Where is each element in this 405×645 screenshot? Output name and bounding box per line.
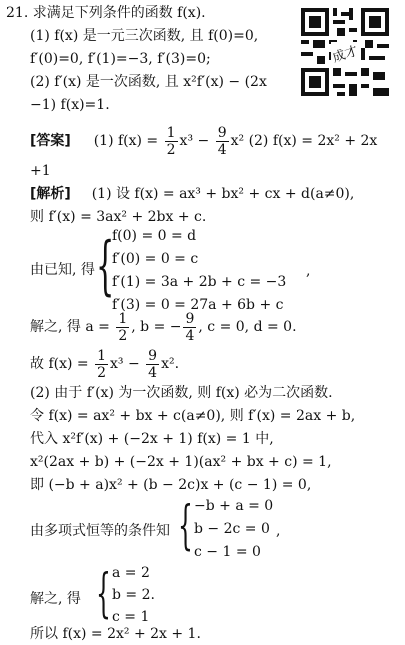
answer-text-2: x³ −	[179, 133, 214, 149]
analysis-line-1	[30, 185, 354, 203]
hence-frac-2-num: 9	[148, 347, 158, 364]
hence-frac-2	[146, 348, 159, 381]
part2-line-5: 即 (−b + a)x² + (b − 2c)x + (c − 1) = 0,	[30, 477, 312, 493]
hence-frac-1	[95, 348, 108, 381]
system-2-tail: ,	[276, 523, 281, 539]
analysis-line-2: 则 f′(x) = 3ax² + 2bx + c.	[30, 209, 207, 225]
system-1-tail: ,	[306, 263, 311, 279]
answer-continuation: +1	[30, 163, 51, 179]
poly-label: 由多项式恒等的条件知	[30, 523, 170, 539]
part2-line-4: x²(2ax + b) + (−2x + 1)(ax² + bx + c) = 1,	[30, 454, 332, 470]
system-1-brace: {	[96, 229, 115, 303]
solve2-label: 解之, 得	[30, 591, 81, 607]
hence-text-2: x².	[161, 356, 180, 372]
system-1-eq-2: f′(0) = 0 = c	[112, 251, 199, 267]
answer-text: (1) f(x) =	[93, 133, 163, 149]
answer-tag: [答案]	[30, 133, 71, 149]
system-3-brace: {	[96, 564, 111, 624]
solve-frac-a-den: 2	[118, 327, 128, 344]
analysis-tag: [解析]	[30, 186, 71, 202]
qr-code	[297, 4, 393, 100]
hence-text-1: x³ −	[110, 356, 145, 372]
solve-frac-b	[183, 311, 196, 344]
system-1-eq-4: f′(3) = 0 = 27a + 6b + c	[112, 297, 284, 313]
hence-label: 故 f(x) =	[30, 356, 94, 372]
answer-frac-2-den: 4	[217, 141, 227, 158]
analysis-text-1: (1) 设 f(x) = ax³ + bx² + cx + d(a≠0),	[91, 186, 355, 202]
system-2-eq-3: c − 1 = 0	[194, 544, 261, 560]
answer-frac-2-num: 9	[217, 124, 227, 141]
answer-frac-1-den: 2	[166, 141, 176, 158]
problem-line-3: f′(0)=0, f′(1)=−3, f′(3)=0;	[30, 51, 211, 67]
system-2-eq-1: −b + a = 0	[194, 498, 274, 514]
solve-b-pre: , b = −	[131, 319, 182, 335]
hence-frac-1-den: 2	[97, 364, 107, 381]
solve-frac-b-num: 9	[185, 310, 195, 327]
problem-line-2: (1) f(x) 是一元三次函数, 且 f(0)=0,	[30, 28, 259, 44]
system-2-eq-2: b − 2c = 0	[194, 521, 270, 537]
hence-line	[30, 344, 179, 384]
solve-frac-a-num: 1	[118, 310, 128, 327]
system-3-eq-2: b = 2.	[112, 587, 155, 603]
answer-frac-1-num: 1	[166, 124, 176, 141]
known-label: 由已知, 得	[30, 262, 95, 278]
answer-line	[30, 121, 377, 161]
part2-line-2: 令 f(x) = ax² + bx + c(a≠0), 则 f′(x) = 2ax + b,	[30, 408, 356, 424]
system-2-brace: {	[178, 496, 193, 556]
answer-frac-1	[165, 125, 178, 158]
solve-frac-a	[116, 311, 129, 344]
solve-tail: , c = 0, d = 0.	[198, 319, 297, 335]
solve-line	[30, 306, 297, 348]
system-3-eq-3: c = 1	[112, 609, 150, 625]
part2-line-1: (2) 由于 f′(x) 为一次函数, 则 f(x) 必为二次函数.	[30, 385, 333, 401]
system-1-eq-1: f(0) = 0 = d	[112, 228, 197, 244]
hence-frac-1-num: 1	[97, 347, 107, 364]
problem-line-5: −1) f(x)=1.	[30, 97, 110, 113]
hence-frac-2-den: 4	[148, 364, 158, 381]
problem-line-1: 21. 求满足下列条件的函数 f(x).	[6, 5, 206, 21]
problem-line-4: (2) f′(x) 是一次函数, 且 x²f′(x) − (2x	[30, 74, 267, 90]
final-line: 所以 f(x) = 2x² + 2x + 1.	[30, 626, 201, 642]
solve-frac-b-den: 4	[185, 327, 195, 344]
svg-text:成才: 成才	[330, 43, 360, 66]
answer-text-3: x² (2) f(x) = 2x² + 2x	[230, 133, 378, 149]
system-3-eq-1: a = 2	[112, 565, 150, 581]
answer-frac-2	[216, 125, 229, 158]
solve-label: 解之, 得 a =	[30, 319, 115, 335]
part2-line-3: 代入 x²f′(x) + (−2x + 1) f(x) = 1 中,	[30, 431, 274, 447]
system-1-eq-3: f′(1) = 3a + 2b + c = −3	[112, 274, 287, 290]
